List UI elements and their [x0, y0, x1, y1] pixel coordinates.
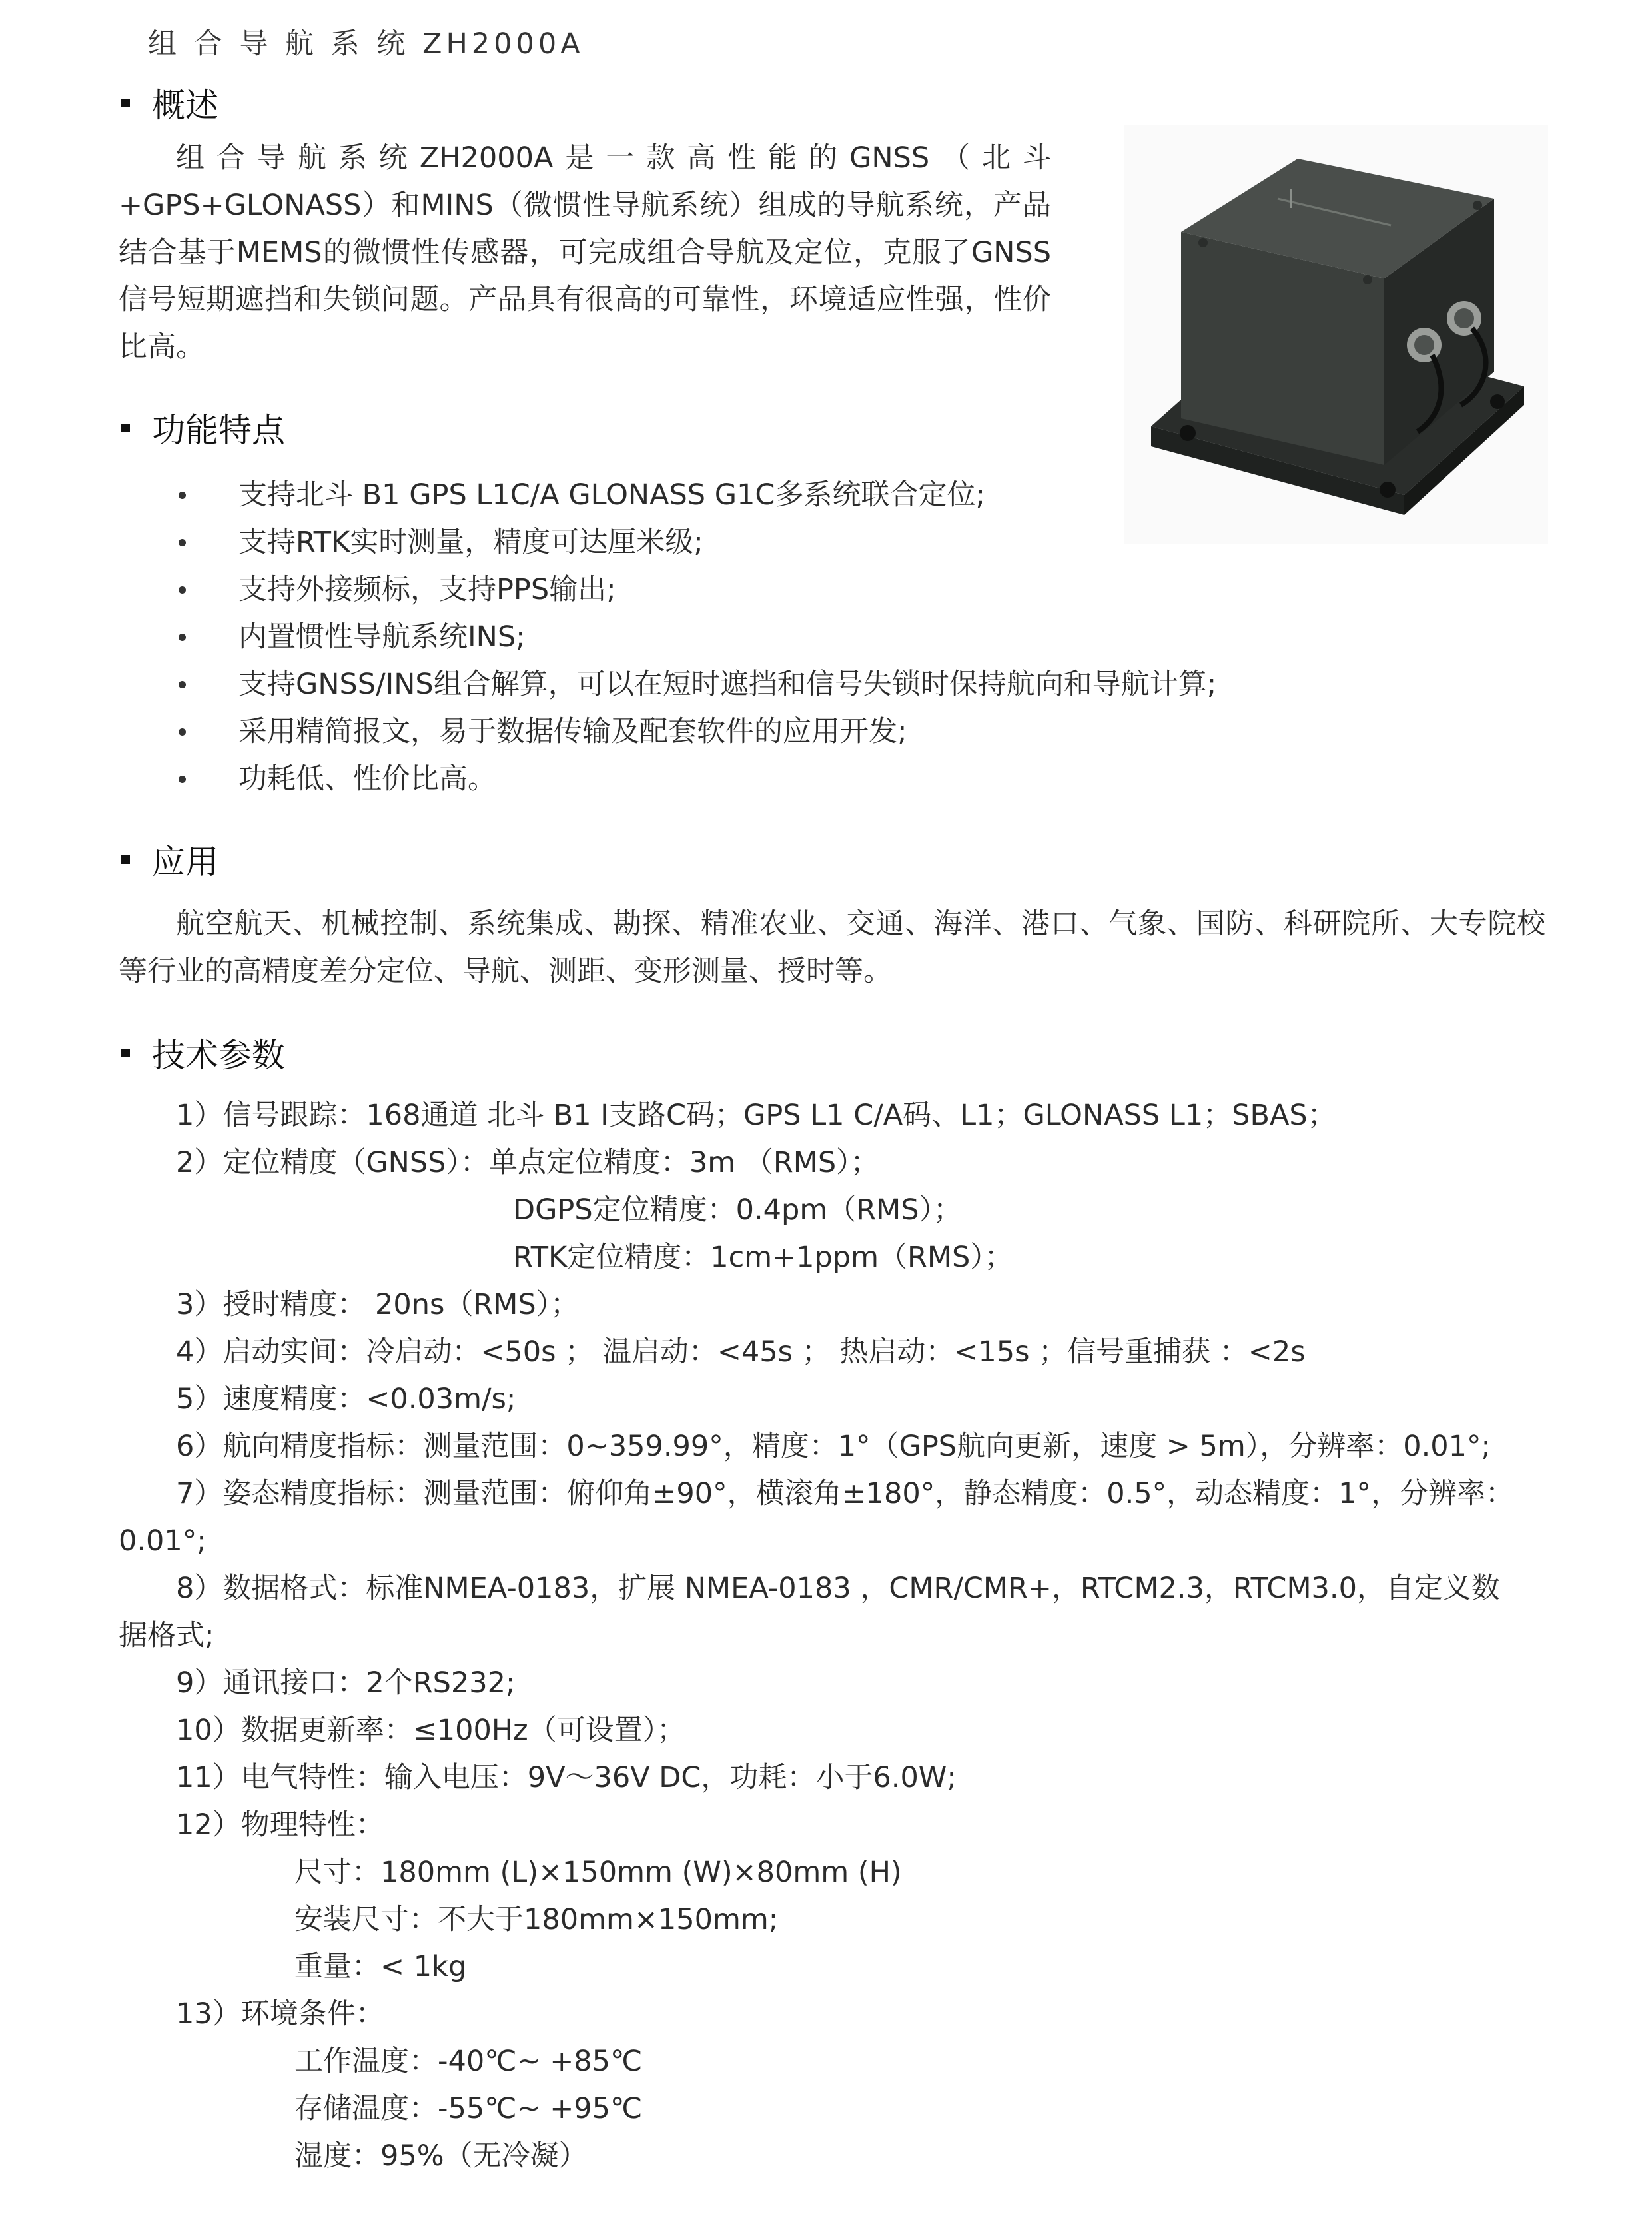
list-item-text: 采用精简报文，易于数据传输及配套软件的应用开发; [238, 715, 907, 748]
bullet-square-icon [121, 424, 130, 432]
spec-line: 10）数据更新率：≤100Hz（可设置）； [176, 1714, 686, 1747]
spec-line: 工作温度：-40℃~ +85℃ [294, 2045, 643, 2078]
list-item-text: 支持外接频标，支持PPS输出; [238, 573, 616, 606]
list-item [176, 661, 1216, 708]
spec-line: 重量：< 1kg [294, 1950, 467, 1983]
spec-line: 0.01°; [119, 1524, 206, 1558]
spec-line: 9）通讯接口：2个RS232; [176, 1666, 516, 1700]
list-item [176, 566, 1216, 614]
spec-line: 4）启动实间：冷启动：<50s ； 温启动：<45s ； 热启动：<15s ；信号重捕获 ：<2s [176, 1335, 1306, 1369]
bullet-dot-icon [179, 634, 186, 641]
section-heading-text: 技术参数 [152, 1036, 285, 1075]
applications-paragraph: 航空航天、机械控制、系统集成、勘探、精准农业、交通、海洋、港口、气象、国防、科研院所、大专院校等行业的高精度差分定位、导航、测距、变形测量、授时等。 [119, 907, 1545, 988]
section-heading-text: 应用 [152, 843, 218, 881]
spec-line: 安装尺寸：不大于180mm×150mm; [294, 1903, 779, 1936]
bullet-square-icon [121, 855, 130, 864]
section-heading-applications [121, 835, 218, 883]
section-heading-overview [121, 79, 218, 127]
bullet-dot-icon [179, 681, 186, 688]
list-item [176, 756, 1216, 803]
spec-line: 存储温度：-55℃~ +95℃ [294, 2092, 643, 2125]
bullet-dot-icon [179, 586, 186, 594]
spec-line: 8）数据格式：标准NMEA-0183，扩展 NMEA-0183 ，CMR/CMR+，RTCM2.3，RTCM3.0，自定义数 [176, 1572, 1500, 1605]
bullet-square-icon [121, 1049, 130, 1057]
list-item-text: 支持RTK实时测量，精度可达厘米级; [238, 526, 703, 559]
spec-line: RTK定位精度：1cm+1ppm（RMS）； [513, 1241, 1013, 1274]
features-list [176, 472, 1216, 803]
list-item [176, 708, 1216, 756]
list-item-text: 支持北斗 B1 GPS L1C/A GLONASS G1C多系统联合定位; [238, 478, 985, 512]
list-item [176, 519, 1216, 566]
section-heading-features [121, 404, 285, 452]
bullet-square-icon [121, 99, 130, 107]
spec-line: 尺寸：180mm (L)×150mm (W)×80mm (H) [294, 1856, 902, 1889]
bullet-dot-icon [179, 728, 186, 736]
spec-line: 1）信号跟踪：168通道 北斗 B1 I支路C码；GPS L1 C/A码、L1；GLONASS L1；SBAS； [176, 1099, 1336, 1132]
bullet-dot-icon [179, 492, 186, 499]
spec-line: DGPS定位精度：0.4pm（RMS）； [513, 1193, 962, 1227]
bullet-dot-icon [179, 539, 186, 546]
spec-line: 7）姿态精度指标：测量范围：俯仰角±90°，横滚角±180°，静态精度：0.5°，动态精度：1°，分辨率： [176, 1477, 1514, 1510]
spec-line: 2）定位精度（GNSS）：单点定位精度：3m （RMS）； [176, 1146, 879, 1179]
list-item-text: 支持GNSS/INS组合解算，可以在短时遮挡和信号失锁时保持航向和导航计算; [238, 668, 1217, 701]
spec-line: 湿度：95%（无冷凝） [294, 2139, 588, 2173]
bullet-dot-icon [179, 776, 186, 783]
spec-line: 据格式; [119, 1619, 214, 1652]
spec-line: 12）物理特性： [176, 1808, 384, 1842]
spec-line: 5）速度精度：<0.03m/s; [176, 1383, 516, 1416]
spec-line: 13）环境条件： [176, 1997, 384, 2031]
section-heading-text: 功能特点 [152, 411, 285, 450]
spec-line: 11）电气特性：输入电压：9V～36V DC，功耗：小于6.0W; [176, 1761, 957, 1794]
list-item [176, 614, 1216, 661]
page-title: 组 合 导 航 系 统 ZH2000A [148, 27, 584, 61]
list-item [176, 472, 1216, 519]
list-item-text: 内置惯性导航系统INS; [238, 620, 526, 654]
spec-line: 3）授时精度： 20ns（RMS）； [176, 1288, 580, 1321]
overview-paragraph: 组合导航系统ZH2000A是一款高性能的GNSS（北斗+GPS+GLONASS）和MINS（微惯性导航系统）组成的导航系统，产品结合基于MEMS的微惯性传感器，可完成组合导航及定位，克服了GNSS信号短期遮挡和失锁问题。产品具有很高的可靠性，环境适应性强，性价比高。 [119, 141, 1051, 364]
section-heading-specs [121, 1029, 285, 1077]
section-heading-text: 概述 [152, 86, 218, 125]
list-item-text: 功耗低、性价比高。 [238, 762, 496, 796]
spec-line: 6）航向精度指标：测量范围：0~359.99°，精度：1°（GPS航向更新，速度 > 5m），分辨率：0.01°; [176, 1430, 1491, 1463]
